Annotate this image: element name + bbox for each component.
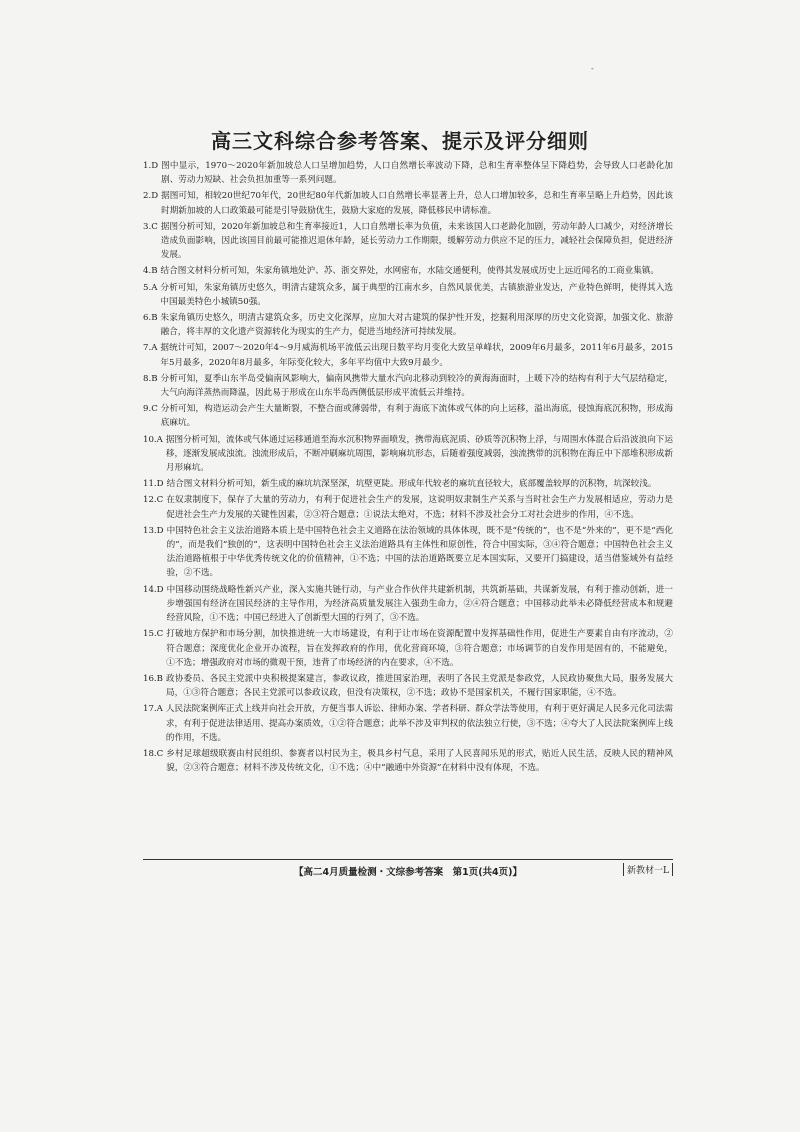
answer-choice: A xyxy=(151,343,158,354)
answer-choice: C xyxy=(156,629,164,640)
answer-item xyxy=(143,627,673,670)
answer-choice: A xyxy=(151,282,158,293)
answer-choice: B xyxy=(151,266,158,277)
question-number: 1. xyxy=(143,161,152,171)
answer-explanation: 朱家角镇历史悠久，明清古建筑众多，历史文化深厚，应加大对古建筑的保护性开发，挖掘利用深厚的历史文化资源，加强文化、旅游融合，将丰厚的文化遗产资源转化为现实的生产力，促进当地经济可持续发展。 xyxy=(160,313,673,338)
answer-explanation: 据图分析可知，2020年新加坡总和生育率接近1，人口自然增长率为负值，未来该国人口老龄化加剧，劳动年龄人口减少，对经济增长造成负面影响，因此该国目前最可能推迟退休年龄，延长劳动力工作期限，缓解劳动力供应不足的压力，减轻社会保障负担，促进经济发展。 xyxy=(160,221,673,261)
answer-item xyxy=(143,220,673,263)
answer-item xyxy=(143,341,673,369)
answer-item xyxy=(143,372,673,400)
answer-item xyxy=(143,672,673,700)
answer-item xyxy=(143,702,673,745)
header-mark: - xyxy=(591,64,594,73)
answer-explanation: 中国特色社会主义法治道路本质上是中国特色社会主义道路在法治领域的具体体现，既不是“传统的”，也不是“外来的”，更不是“西化的”，而是我们“独创的”，这表明中国特色社会主义法治道路具有主体性和原创性，符合中国实际，③④符合题意；中国特色社会主义法治道路植根于中华优秀传统文化的价值精神，①不选；中国的法治道路既要立足本国实际，又要开门搞建设，适当借鉴域外有益经验，②不选。 xyxy=(166,525,673,579)
question-number: 12. xyxy=(143,495,157,506)
answer-explanation: 据图可知，相较20世纪70年代，20世纪80年代新加坡人口自然增长率显著上升，总人口增加较多，总和生育率呈略上升趋势，因此该时期新加坡的人口政策最可能是引导鼓励优生，鼓励大家庭的发展，降低移民申请标准。 xyxy=(161,191,673,216)
page-footer xyxy=(143,859,673,880)
question-number: 10. xyxy=(143,434,157,445)
answer-item xyxy=(143,524,673,581)
question-number: 7. xyxy=(143,343,152,354)
answer-explanation: 图中显示，1970～2020年新加坡总人口呈增加趋势，人口自然增长率波动下降，总和生育率整体呈下降趋势，会导致人口老龄化加剧、劳动力短缺、社会负担加重等一系列问题。 xyxy=(161,161,673,186)
question-number: 4. xyxy=(143,266,152,277)
answer-item xyxy=(143,159,673,187)
answer-explanation: 据图分析可知，流体或气体通过运移通道至海水沉积物界面喷发，携带海底泥质、砂质等沉积物上浮，与周围水体混合后沿波浪向下运移，逐渐发展成浊流。浊流形成后，不断冲刷麻坑周围，影响麻坑形态，后随着强度减弱，浊流携带的沉积物在海丘中下部堆积形成新月形麻坑。 xyxy=(165,434,673,474)
question-number: 8. xyxy=(143,373,152,384)
answer-item xyxy=(143,493,673,521)
answer-item xyxy=(143,189,673,217)
footer-edition-tag: 新教材一L xyxy=(623,863,673,876)
question-number: 17. xyxy=(143,704,157,715)
answer-explanation: 中国移动围绕战略性新兴产业，深入实施共链行动，与产业合作伙伴共建新机制，共筑新基础，共谋新发展，有利于推动创新，进一步增强国有经济在国民经济的主导作用，为经济高质量发展注入强劲生命力，②④符合题意；中国移动此举未必降低经营成本和规避经营风险，①不选；中国已经进入了创新型大国的行列了，③不选。 xyxy=(166,584,673,624)
footer-page-info: 【高二4月质量检测・文综参考答案 第1页(共4页)】 xyxy=(293,867,522,878)
answer-explanation: 分析可知，夏季山东半岛受偏南风影响大，偏南风携带大量水汽向北移动到较冷的黄海海面时，上暖下冷的结构有利于大气层结稳定，大气向海洋蒸热而降温，因此易于形成在山东半岛西侧低层形成平流低云并维持。 xyxy=(160,373,673,399)
question-number: 16. xyxy=(143,673,157,684)
answer-explanation: 人民法院案例库正式上线并向社会开放，方便当事人诉讼、律师办案、学者科研、群众学法等使用，有利于更好满足人民多元化司法需求，有利于促进法律适用、提高办案质效，①②符合题意；此举不涉及审判权的依法独立行使，③不选；④夸大了人民法院案例库上线的作用，不选。 xyxy=(165,704,673,743)
answer-choice: D xyxy=(156,525,164,536)
question-number: 14. xyxy=(143,584,157,595)
question-number: 6. xyxy=(143,313,152,324)
answer-item xyxy=(143,311,673,339)
answer-choice: B xyxy=(151,313,158,324)
answer-choice: C xyxy=(156,748,164,759)
answer-choice: A xyxy=(156,434,163,445)
answer-explanation: 政协委员、各民主党派中央积极提案建言，参政议政，推进国家治理，表明了各民主党派是参政党，人民政协聚焦大局，服务发展大局，①③符合题意；各民主党派可以参政议政，但没有决策权，②不选；政协不是国家机关，不履行国家职能，④不选。 xyxy=(166,673,673,699)
answer-choice: B xyxy=(156,673,163,684)
question-number: 15. xyxy=(143,629,157,640)
answer-choice: D xyxy=(151,161,159,171)
answer-item xyxy=(143,583,673,626)
answer-list xyxy=(143,159,673,777)
answer-item xyxy=(143,747,673,775)
answer-item xyxy=(143,433,673,476)
answer-item xyxy=(143,402,673,430)
answer-explanation: 结合图文材料分析可知，新生成的麻坑坑深坚深，坑壁更陡。形成年代较老的麻坑直径较大，底部覆盖较厚的沉积物，坑深较浅。 xyxy=(166,479,657,490)
answer-explanation: 分析可知，构造运动会产生大量断裂，不整合面或薄弱带，有利于海底下流体或气体的向上运移，溢出海底，侵蚀海底沉积物，形成海底麻坑。 xyxy=(160,404,673,429)
answer-choice: B xyxy=(151,373,158,384)
question-number: 9. xyxy=(143,404,152,415)
answer-explanation: 分析可知，朱家角镇历史悠久，明清古建筑众多，属于典型的江南水乡，自然风景优美，古镇旅游业发达，产业特色鲜明，使得其入选中国最美特色小城镇50强。 xyxy=(160,282,673,307)
page-title: 高三文科综合参考答案、提示及评分细则 xyxy=(211,129,589,153)
answer-explanation: 结合图文材料分析可知，朱家角镇地处沪、苏、浙交界处，水网密布，水陆交通便利，使得其发展成历史上远近闻名的工商业集镇。 xyxy=(160,266,659,277)
answer-choice: C xyxy=(151,404,158,415)
answer-choice: A xyxy=(156,704,163,715)
question-number: 3. xyxy=(143,221,152,232)
answer-choice: C xyxy=(151,221,158,232)
question-number: 11. xyxy=(143,479,157,490)
question-number: 5. xyxy=(143,282,152,293)
answer-item xyxy=(143,264,673,278)
question-number: 18. xyxy=(143,748,157,759)
answer-explanation: 打破地方保护和市场分割，加快推进统一大市场建设，有利于让市场在资源配置中发挥基础性作用，促进生产要素自由有序流动，②符合题意；深度优化企业开办流程，旨在发挥政府的作用，优化营商环境，③符合题意；市场调节的自发作用是固有的，不能避免，①不选；增强政府对市场的微观干预，违背了市场经济的内在要求，④不选。 xyxy=(166,629,673,668)
answer-item xyxy=(143,477,673,491)
answer-explanation: 据统计可知，2007～2020年4～9月威海机场平流低云出现日数平均月变化大致呈单峰状，2009年6月最多，2011年6月最多，2015年5月最多，2020年8月最多，年际变化较大，多年平均值中大致9月最少。 xyxy=(160,343,673,368)
answer-choice: C xyxy=(156,495,164,506)
question-number: 13. xyxy=(143,525,157,536)
answer-choice: D xyxy=(156,584,164,595)
answer-item xyxy=(143,281,673,309)
answer-choice: D xyxy=(151,191,159,202)
answer-explanation: 乡村足球超级联赛由村民组织、参赛者以村民为主，极具乡村气息，采用了人民喜闻乐见的形式，贴近人民生活，反映人民的精神风貌，②③符合题意；材料不涉及传统文化，①不选；④中“融通中外资源”在材料中没有体现，不选。 xyxy=(166,748,673,774)
answer-explanation: 在奴隶制度下，保存了大量的劳动力，有利于促进社会生产的发展，这说明奴隶制生产关系与当时社会生产力发展相适应，劳动力是促进社会生产力发展的关键性因素，②③符合题意；①说法太绝对，不选；材料不涉及社会分工对社会进步的作用，④不选。 xyxy=(166,495,673,520)
answer-choice: D xyxy=(156,479,164,490)
question-number: 2. xyxy=(143,191,152,202)
